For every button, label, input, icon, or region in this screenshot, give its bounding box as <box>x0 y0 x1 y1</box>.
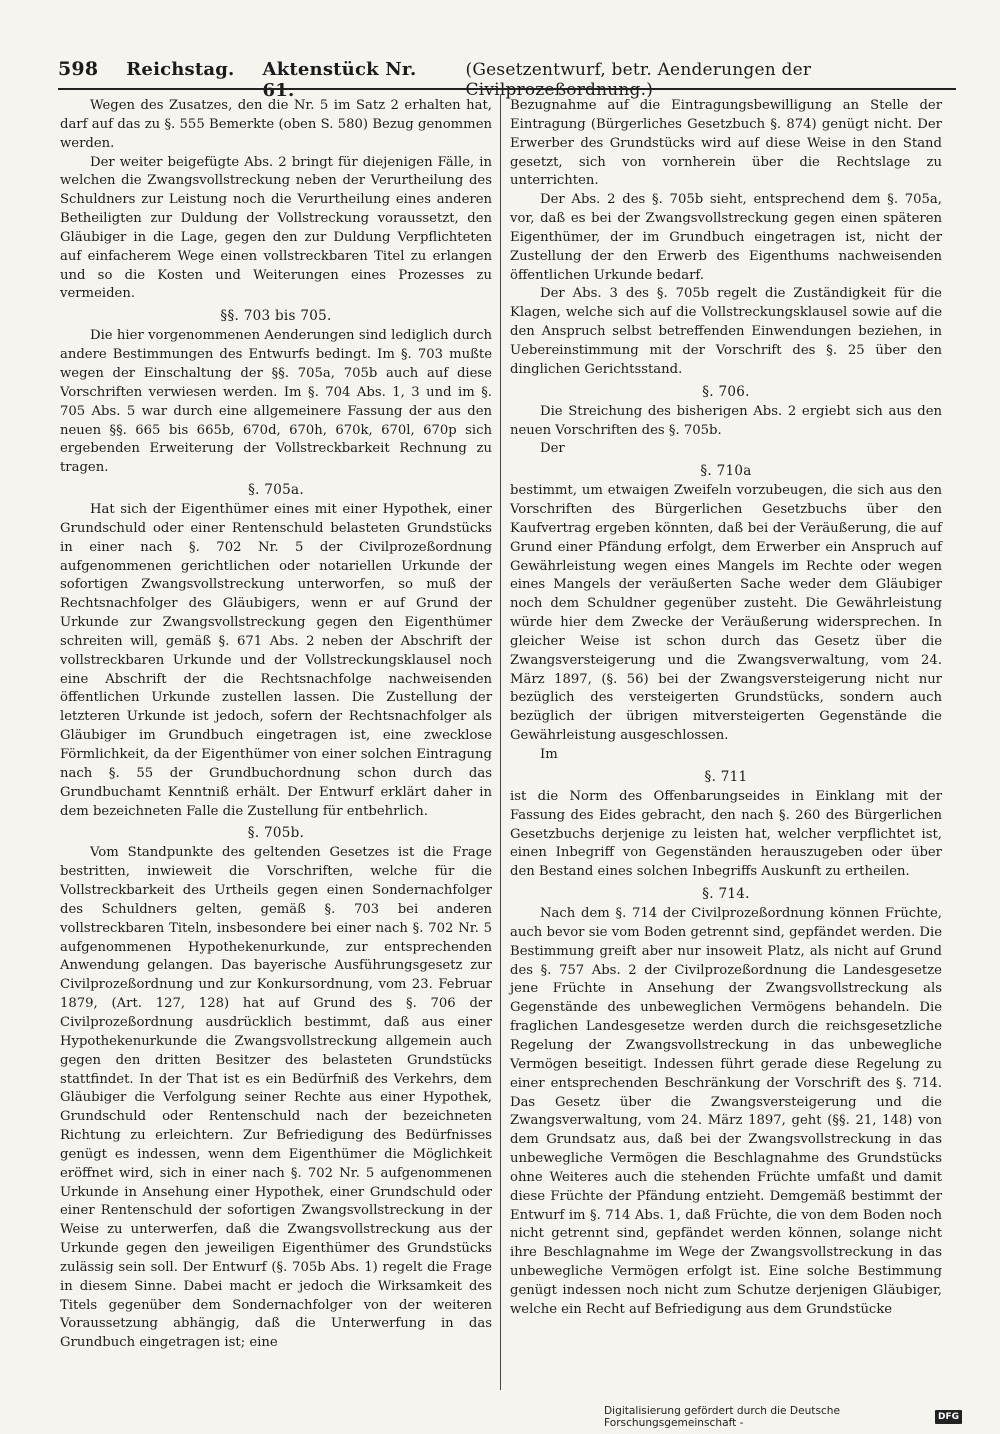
column-divider <box>500 95 501 1390</box>
section-heading: §§. 703 bis 705. <box>220 308 332 325</box>
header-title: (Gesetzentwurf, betr. Aenderungen der Civilprozeßordnung.) <box>465 60 812 100</box>
footer-credit: Digitalisierung gefördert durch die Deutsche Forschungsgemeinschaft - <box>604 1405 841 1429</box>
page-number: 598 <box>58 58 99 80</box>
paragraph: ist die Norm des Offenbarungseides in Einklang mit der Fassung des Eides gebracht, den nach §. 260 des Bürgerlichen Gesetzbuchs derjenige zu leisten hat, welcher verpflichtet ist, einen Inbegriff von Gegenständen herauszugeben oder über den Bestand eines solchen Inbegriffs Auskunft zu ertheilen. <box>510 788 942 880</box>
section-heading: §. 705a. <box>248 482 304 499</box>
header-document: Aktenstück Nr. 61. <box>262 59 417 101</box>
dfg-logo: DFG <box>935 1410 962 1424</box>
paragraph: Wegen des Zusatzes, den die Nr. 5 im Satz 2 erhalten hat, darf auf das zu §. 555 Bemerkte (oben S. 580) Bezug genommen werden. <box>60 98 492 151</box>
right-column <box>510 97 942 1320</box>
section-heading: §. 706. <box>702 383 750 400</box>
section-heading: §. 711 <box>704 768 748 785</box>
left-column <box>60 97 492 1353</box>
section-heading: §. 705b. <box>247 825 305 842</box>
footer <box>604 1405 962 1429</box>
paragraph: Im <box>540 747 558 762</box>
header-section: Reichstag. <box>126 59 235 80</box>
paragraph: Der <box>540 441 565 457</box>
paragraph: Vom Standpunkte des geltenden Gesetzes ist die Frage bestritten, inwieweit die Vorschriften, welche für die Vollstreckbarkeit des Urtheils gegen einen Sondernachfolger des Schuldners gelten, gemäß §. 703 bei anderen vollstreckbaren Titeln, insbesondere bei einer nach §. 702 Nr. 5 aufgenommenen Hypothekenurkunde, zur entsprechenden Anwendung gelangen. Das bayerische Ausführungsgesetz zur Civilprozeßordnung und zur Konkursordnung, vom 23. Februar 1879, (Art. 127, 128) hat auf Grund des §. 706 der Civilprozeßordnung ausdrücklich bestimmt, daß aus einer Hypothekenurkunde die Zwangsvollstreckung allgemein auch gegen den dritten Besitzer des belasteten Grundstücks stattfindet. In der That ist es ein Bedürfniß des Verkehrs, dem Gläubiger die Verfolgung seiner Rechte aus einer Hypothek, Grundschuld oder Rentenschuld nach der bezeichneten Richtung zu erleichtern. Zur Befriedigung des Bedürfnisses genügt es indessen, wenn dem Eigenthümer die Möglichkeit eröffnet wird, sich in einer nach §. 702 Nr. 5 aufgenommenen Urkunde in Ansehung einer Hypothek, einer Grundschuld oder einer Rentenschuld der sofortigen Zwangsvollstreckung in der Weise zu unterwerfen, daß die Zwangsvollstreckung aus der Urkunde gegen den jeweiligen Eigenthümer des Grundstücks zulässig sein soll. Der Entwurf (§. 705b Abs. 1) regelt die Frage in diesem Sinne. Dabei macht er jedoch die Wirksamkeit des Titels gegenüber dem Sondernachfolger von der weiteren Voraussetzung abhängig, daß die Unterwerfung in das Grundbuch eingetragen ist; eine <box>60 845 492 1351</box>
paragraph: Nach dem §. 714 der Civilprozeßordnung können Früchte, auch bevor sie vom Boden getrennt sind, gepfändet werden. Die Bestimmung greift aber nur insoweit Platz, als nicht auf Grund des §. 757 Abs. 2 der Civilprozeßordnung die Landesgesetze jene Früchte in Ansehung der Zwangsvollstreckung als Gegenstände des unbeweglichen Vermögens behandeln. Die fraglichen Landesgesetze werden durch die reichsgesetzliche Regelung der Zwangsvollstreckung in das unbewegliche Vermögen beseitigt. Indessen führt gerade diese Regelung zu einer entsprechenden Beschränkung der Vorschrift des §. 714. Das Gesetz über die Zwangsversteigerung und die Zwangsverwaltung, vom 24. März 1897, geht (§§. 21, 148) von dem Grundsatz aus, daß bei der Zwangsvollstreckung in das unbewegliche Vermögen die Beschlagnahme des Grundstücks ohne Weiteres auch die stehenden Früchte umfaßt und damit diese Früchte der Pfändung entzieht. Demgemäß bestimmt der Entwurf im §. 714 Abs. 1, daß Früchte, die von dem Boden noch nicht getrennt sind, gepfändet werden können, solange nicht ihre Beschlagnahme im Wege der Zwangsvollstreckung in das unbewegliche Vermögen erfolgt ist. Eine solche Bestimmung genügt indessen noch nicht zum Schutze derjenigen Gläubiger, welche ein Recht auf Befriedigung aus dem Grundstücke <box>510 906 942 1317</box>
page-header <box>58 58 956 101</box>
header-rule <box>58 88 956 90</box>
paragraph: Der Abs. 2 des §. 705b sieht, entsprechend dem §. 705a, vor, daß es bei der Zwangsvollstreckung gegen einen späteren Eigenthümer, der im Grundbuch eingetragen ist, nicht der Zustellung der den Erwerb des Eigenthums nachweisenden öffentlichen Urkunde bedarf. <box>510 192 942 283</box>
paragraph: bestimmt, um etwaigen Zweifeln vorzubeugen, die sich aus den Vorschriften des Bürgerlichen Gesetzbuchs über den Kaufvertrag ergeben könnten, daß bei der Veräußerung, die auf Grund einer Pfändung erfolgt, dem Erwerber ein Anspruch auf Gewährleistung wegen eines Mangels im Rechte oder wegen eines Mangels der veräußerten Sache weder dem Gläubiger noch dem Schuldner gegenüber zusteht. Die Gewährleistung würde hier dem Zwecke der Veräußerung widersprechen. In gleicher Weise ist schon durch das Gesetz über die Zwangsversteigerung und die Zwangsverwaltung, vom 24. März 1897, (§. 56) bei der Zwangsversteigerung nicht nur bezüglich des versteigerten Grundstücks, sondern auch bezüglich der übrigen mitversteigerten Gegenstände die Gewährleistung ausgeschlossen. <box>510 483 942 744</box>
section-heading: §. 714. <box>702 886 750 903</box>
paragraph: Die Streichung des bisherigen Abs. 2 ergiebt sich aus den neuen Vorschriften des §. 705b. <box>510 403 942 438</box>
paragraph: Bezugnahme auf die Eintragungsbewilligung an Stelle der Eintragung (Bürgerliches Gesetzbuch §. 874) genügt nicht. Der Erwerber des Grundstücks wird auf diese Weise in den Stand gesetzt, sich von vornherein über die Rechtslage zu unterrichten. <box>510 98 942 189</box>
paragraph: Hat sich der Eigenthümer eines mit einer Hypothek, einer Grundschuld oder einer Rentenschuld belasteten Grundstücks in einer nach §. 702 Nr. 5 der Civilprozeßordnung aufgenommenen gerichtlichen oder notariellen Urkunde der sofortigen Zwangsvollstreckung unterworfen, so muß der Rechtsnachfolger des Gläubigers, wenn er auf Grund der Urkunde zur Zwangsvollstreckung gegen den Eigenthümer schreiten will, gemäß §. 671 Abs. 2 neben der Abschrift der vollstreckbaren Urkunde und der Vollstreckungsklausel noch eine Abschrift der die Rechtsnachfolge nachweisenden öffentlichen Urkunde zustellen lassen. Die Zustellung der letzteren Urkunde ist jedoch, sofern der Rechtsnachfolger als Gläubiger im Grundbuch eingetragen ist, eine zwecklose Förmlichkeit, da der Eigenthümer von einer solchen Eintragung nach §. 55 der Grundbuchordnung schon durch das Grundbuchamt Kenntniß erhält. Der Entwurf erklärt daher in dem bezeichneten Falle die Zustellung für entbehrlich. <box>60 502 492 819</box>
paragraph: Die hier vorgenommenen Aenderungen sind lediglich durch andere Bestimmungen des Entwurfs bedingt. Im §. 703 mußte wegen der Einschaltung der §§. 705a, 705b auch auf diese Vorschriften verwiesen werden. Im §. 704 Abs. 1, 3 und im §. 705 Abs. 5 war durch eine allgemeinere Fassung der aus den neuen §§. 665 bis 665b, 670d, 670h, 670k, 670l, 670p sich ergebenden Erweiterung der Vollstreckbarkeit Rechnung zu tragen. <box>60 328 492 476</box>
paragraph: Der weiter beigefügte Abs. 2 bringt für diejenigen Fälle, in welchen die Zwangsvollstreckung neben der Verurtheilung des Schuldners zur Leistung noch die Verurtheilung eines anderen Betheiligten zur Duldung der Vollstreckung voraussetzt, den Gläubiger in die Lage, gegen den zur Duldung Verpflichteten auf einfacherem Wege einen vollstreckbaren Titel zu erlangen und so die Kosten und Weiterungen eines Prozesses zu vermeiden. <box>60 154 492 302</box>
paragraph: Der Abs. 3 des §. 705b regelt die Zuständigkeit für die Klagen, welche sich auf die Vollstreckungsklausel sowie auf die den Anspruch selbst betreffenden Einwendungen beziehen, in Uebereinstimmung mit der Vorschrift des §. 25 über den dinglichen Gerichtsstand. <box>510 286 942 377</box>
section-heading: §. 710a <box>700 463 752 480</box>
